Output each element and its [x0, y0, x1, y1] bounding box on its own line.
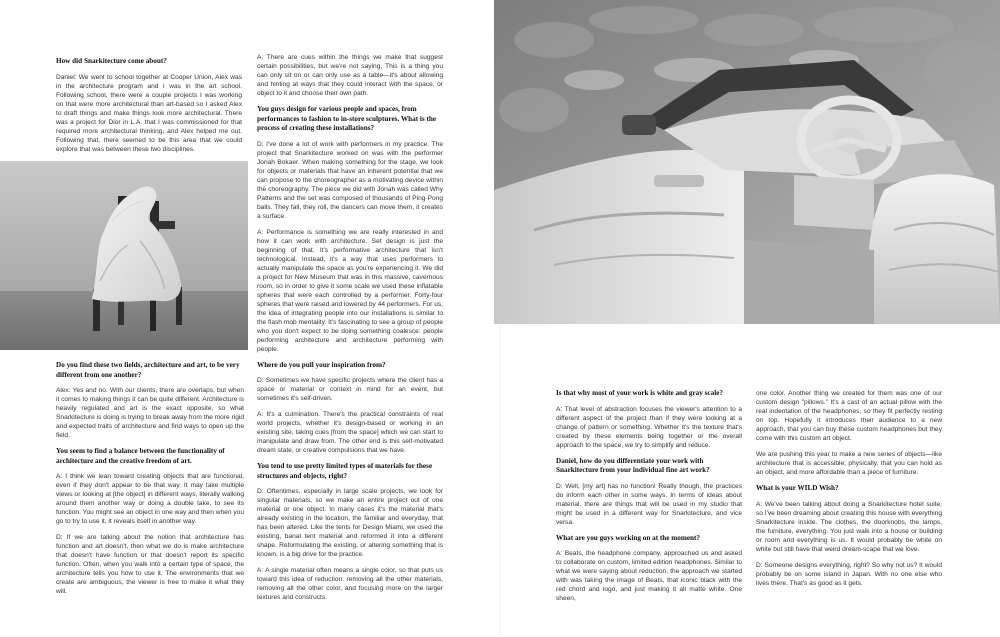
interview-answer: A: Beats, the headphone company, approached us and asked to collaborate on custom, limited edition headphones. Similar to what we were saying about reduction, the approach we started with was taking the image of Beats, that iconic black with the red chord and logo, and just making it all matte white. One sheen,	[556, 550, 742, 602]
left-column-top	[56, 57, 242, 157]
interview-question: How did Snarkitecture come about?	[56, 57, 167, 65]
right-column-one	[556, 389, 742, 602]
left-column-bottom	[56, 361, 244, 593]
interview-answer: A: Performance is something we are really interested in and how it can work with architecture. Set design is just the beginning of that. It's performative architecture that isn't technological. Instead, it's a way that uses performers to actually manipulate the space as you're experiencing it. We did a project for New Museum that was in this massive, cavernous room, so in order to give it some scale we used these inflatable spheres that were each controlled by a performer. Forty-four spheres that were raised and lowered by 44 performers. For us, the idea of integrating people into our installations is similar to the flash mob mentality. It's fascinating to see a group of people who you don't expect to be doing something coalesce: people performing architecture and architecture performing with people.	[257, 228, 443, 353]
interview-answer: We are pushing this year to make a new series of objects—like architecture that is accessible; physically, that you can hold as an object, and more affordable than a piece of furniture.	[756, 451, 942, 476]
interview-answer: A: There are cues within the things we make that suggest certain possibilities, but we're not saying, This is a thing you can only sit on or can only use as a table—it's about allowing and hinting at ways that they could interact with the space, or object to it and choose their own path.	[257, 54, 443, 97]
interview-answer: A: That level of abstraction focuses the viewer's attention to a different aspect of the project than if they were looking at a change of pattern or something. Whether it's the texture that's created by these elements being together or the overall approach to the space, we try to simplify and reduce.	[556, 405, 742, 449]
interview-answer: D: Well, [my art] has no function! Really though, the practices do inform each other in some ways. In terms of ideas about material, there are things that will be used in my studio that might be used in a different way for Snarkitecture, and vice versa.	[556, 482, 742, 526]
interview-answer: Alex: Yes and no. With our clients, there are overlaps, but when it comes to making things it can be quite different. Architecture is heavily regulated and art is the exact opposite, so what Snarkitecture is doing is trying to break away from the more rigid and expected traits of architecture and find ways to open up the field.	[56, 387, 245, 439]
interview-answer: Daniel: We went to school together at Cooper Union, Alex was in the architecture program and I was in the art school. Following school, there were a couple projects I was working on that were more architectural than art-based so I asked Alex to draft things and make things look more architectural. There was a project for Dior in L.A. that I was commissioned for that required more architectural thinking, and Alex helped me out. Following that, there seemed to be this area that we could explore that was between these two disciplines.	[56, 73, 242, 153]
interview-answer: D: Oftentimes, especially in large scale projects, we look for singular materials, so we make an entire project out of one material or one object. In many cases it's the material that's already existing in the location, the familiar and everyday, that has been altered. Like the tents for Design Miami, we used the existing, banal tent material and reformed it into a different shape. Reformulating the existing, or altering something that is known, is a big drive for the practice.	[257, 488, 443, 558]
interview-answer: A: It's a culmination. There's the practical constraints of real world projects, whether it's design-based or working in an existing site, taking cues [from the space] which we can start to manipulate and draw from. The other end is this self-motivated dream state, or creative compulsions that we have.	[257, 411, 443, 454]
interview-question: Daniel, how do you differentiate your work with Snarkitecture from your individual fine art work?	[556, 456, 710, 474]
interview-question: You guys design for various people and spaces, from performances to fashion to in-store sculptures. What is the process of creating these installations?	[257, 105, 437, 132]
interview-question: What are you guys working on at the moment?	[556, 533, 701, 542]
interview-answer: A: I think we lean toward creating objects that are functional, even if they don't appear to be that way. It may take multiple views or looking at [the object] in different ways, literally walking around them another way or doing a double take, to see its function. You might see an object in one way and then when you go to try to use it, it reveals itself in another way.	[56, 473, 244, 525]
interview-question: You seem to find a balance between the functionality of architecture and the creative freedom of art.	[56, 447, 225, 465]
interview-answer: A: A single material often means a single color, so that puts us toward this idea of reduction: removing all the other materials, removing all the other color, and focusing more on the larger textures and constructs.	[257, 567, 443, 601]
interview-answer: A: We've been talking about doing a Snarkitecture hotel suite, so I've been dreaming about creating this house with everything Snarkitecture inside. The clothes, the doorknobs, the lamps, the furniture, everything. You just walk into a house or building or room and everything is us. It would probably be white on white but still have that weird dream-scape that we love.	[756, 500, 942, 553]
interview-question: Where do you pull your inspiration from?	[257, 360, 386, 369]
interview-question: Is that why most of your work is white and gray scale?	[556, 389, 723, 397]
interview-answer: D: Sometimes we have specific projects where the client has a space or material or context in mind for an event, but sometimes it's self-driven.	[257, 377, 443, 402]
left-column-two	[257, 53, 443, 601]
interview-question: You tend to use pretty limited types of materials for these structures and objects, right?	[257, 462, 433, 480]
draped-chair-photo	[0, 161, 248, 350]
interview-answer: D: If we are talking about the notion that architecture has function and art doesn't, then what we do is make architecture that doesn't have function or that doesn't report its specific function. Often, when you walk into a certain type of space, the architecture tells you how to use it. The environments that we create are ambiguous, the viewer is free to make it what they will.	[56, 534, 244, 595]
interview-answer: D: I've done a lot of work with performers in my practice. The project that Snarkitecture worked on was with the performer Jonah Bokaer. When making something for the stage, we look for objects or materials that have an inherent potential that we can propose to the choreographer as a motivating device within the choreography. The piece we did with Jonah was called Why Patterns and the set was composed of thousands of Ping-Pong balls. They fall, they roll, the dancers can move them, it creates a surface.	[257, 140, 443, 220]
interview-answer: one color. Another thing we created for them was one of our custom design "pillows." It's a cast of an actual pillow with the real indentation of the headphones, so they fit perfectly resting on top. Hopefully it introduces their audience to a new approach, that you can buy these custom headphones but they come with this custom art object.	[756, 390, 942, 442]
right-column-two	[756, 389, 942, 589]
interview-answer: D: Someone designs everything, right? So why not us? It would probably be on some island in Japan. With no one else who lives there. That's as good as it gets.	[756, 561, 942, 587]
interview-question: Do you find these two fields, architecture and art, to be very different from one another?	[56, 361, 240, 379]
car-interior-photo	[494, 0, 1000, 324]
interview-question: What is your WILD Wish?	[756, 484, 839, 492]
